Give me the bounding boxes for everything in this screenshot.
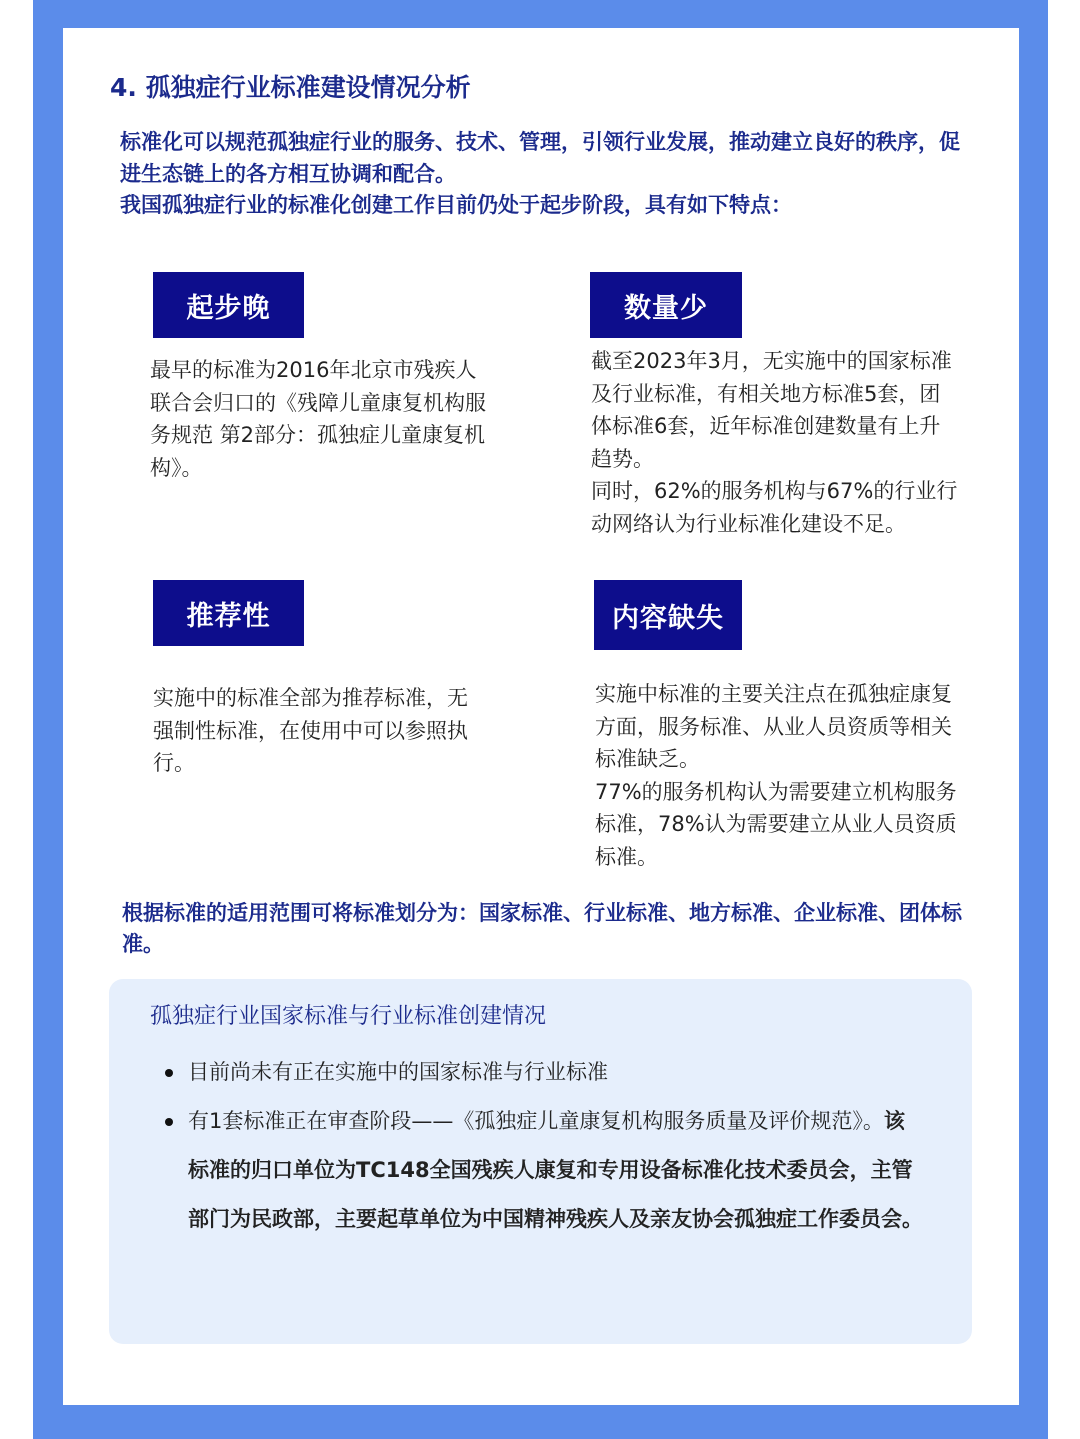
tag-late-start: 起步晚 <box>153 272 304 338</box>
card-late-start-text <box>150 354 495 484</box>
card-late-start-paragraph: 最早的标准为2016年北京市残疾人联合会归口的《残障儿童康复机构服务规范 第2部分：孤独症儿童康复机构》。 <box>150 358 486 480</box>
info-box-title: 孤独症行业国家标准与行业标准创建情况 <box>150 1004 547 1029</box>
standard-classification-text: 根据标准的适用范围可将标准划分为：国家标准、行业标准、地方标准、企业标准、团体标准。 <box>122 901 962 956</box>
bullet-icon <box>165 1118 173 1126</box>
tag-small-quantity: 数量少 <box>590 272 742 338</box>
intro-text <box>120 127 980 222</box>
bullet-text-2-part-3: 主要起草单位为中国精神残疾人及亲友协会孤独症工作委员会。 <box>335 1207 923 1231</box>
card-small-quantity-text <box>591 345 961 541</box>
section-heading: 4. 孤独症行业标准建设情况分析 <box>110 73 471 102</box>
bullet-text-2-part-2: 该标准的归口单位为TC148全国残疾人康复和专用设备标准化技术委员会，主管部门为民政部， <box>188 1109 913 1231</box>
intro-paragraph-2: 我国孤独症行业的标准化创建工作目前仍处于起步阶段，具有如下特点： <box>120 193 792 217</box>
card-recommended-paragraph: 实施中的标准全部为推荐标准，无强制性标准，在使用中可以参照执行。 <box>153 686 468 776</box>
intro-paragraph-1: 标准化可以规范孤独症行业的服务、技术、管理，引领行业发展，推动建立良好的秩序，促进生态链上的各方相互协调和配合。 <box>120 130 960 186</box>
bullet-icon <box>165 1069 173 1077</box>
tag-recommended: 推荐性 <box>153 580 304 646</box>
card-recommended-text <box>153 682 483 780</box>
list-item <box>163 1048 923 1097</box>
bullet-text-2-part-1: 有1套标准正在审查阶段——《孤独症儿童康复机构服务质量及评价规范》。 <box>188 1109 884 1133</box>
info-box <box>109 979 972 1344</box>
card-content-missing-text <box>595 678 970 874</box>
info-box-list <box>163 1048 923 1244</box>
card-content-missing-paragraph-2: 77%的服务机构认为需要建立机构服务标准，78%认为需要建立从业人员资质标准。 <box>595 779 957 869</box>
card-small-quantity-paragraph-2: 同时，62%的服务机构与67%的行业行动网络认为行业标准化建设不足。 <box>591 479 958 536</box>
bullet-text-1: 目前尚未有正在实施中的国家标准与行业标准 <box>188 1060 608 1084</box>
card-small-quantity-paragraph-1: 截至2023年3月，无实施中的国家标准及行业标准，有相关地方标准5套，团体标准6套，近年标准创建数量有上升趋势。 <box>591 349 952 471</box>
card-content-missing-paragraph-1: 实施中标准的主要关注点在孤独症康复方面，服务标准、从业人员资质等相关标准缺乏。 <box>595 682 952 772</box>
tag-content-missing: 内容缺失 <box>594 580 742 650</box>
list-item <box>163 1097 923 1244</box>
